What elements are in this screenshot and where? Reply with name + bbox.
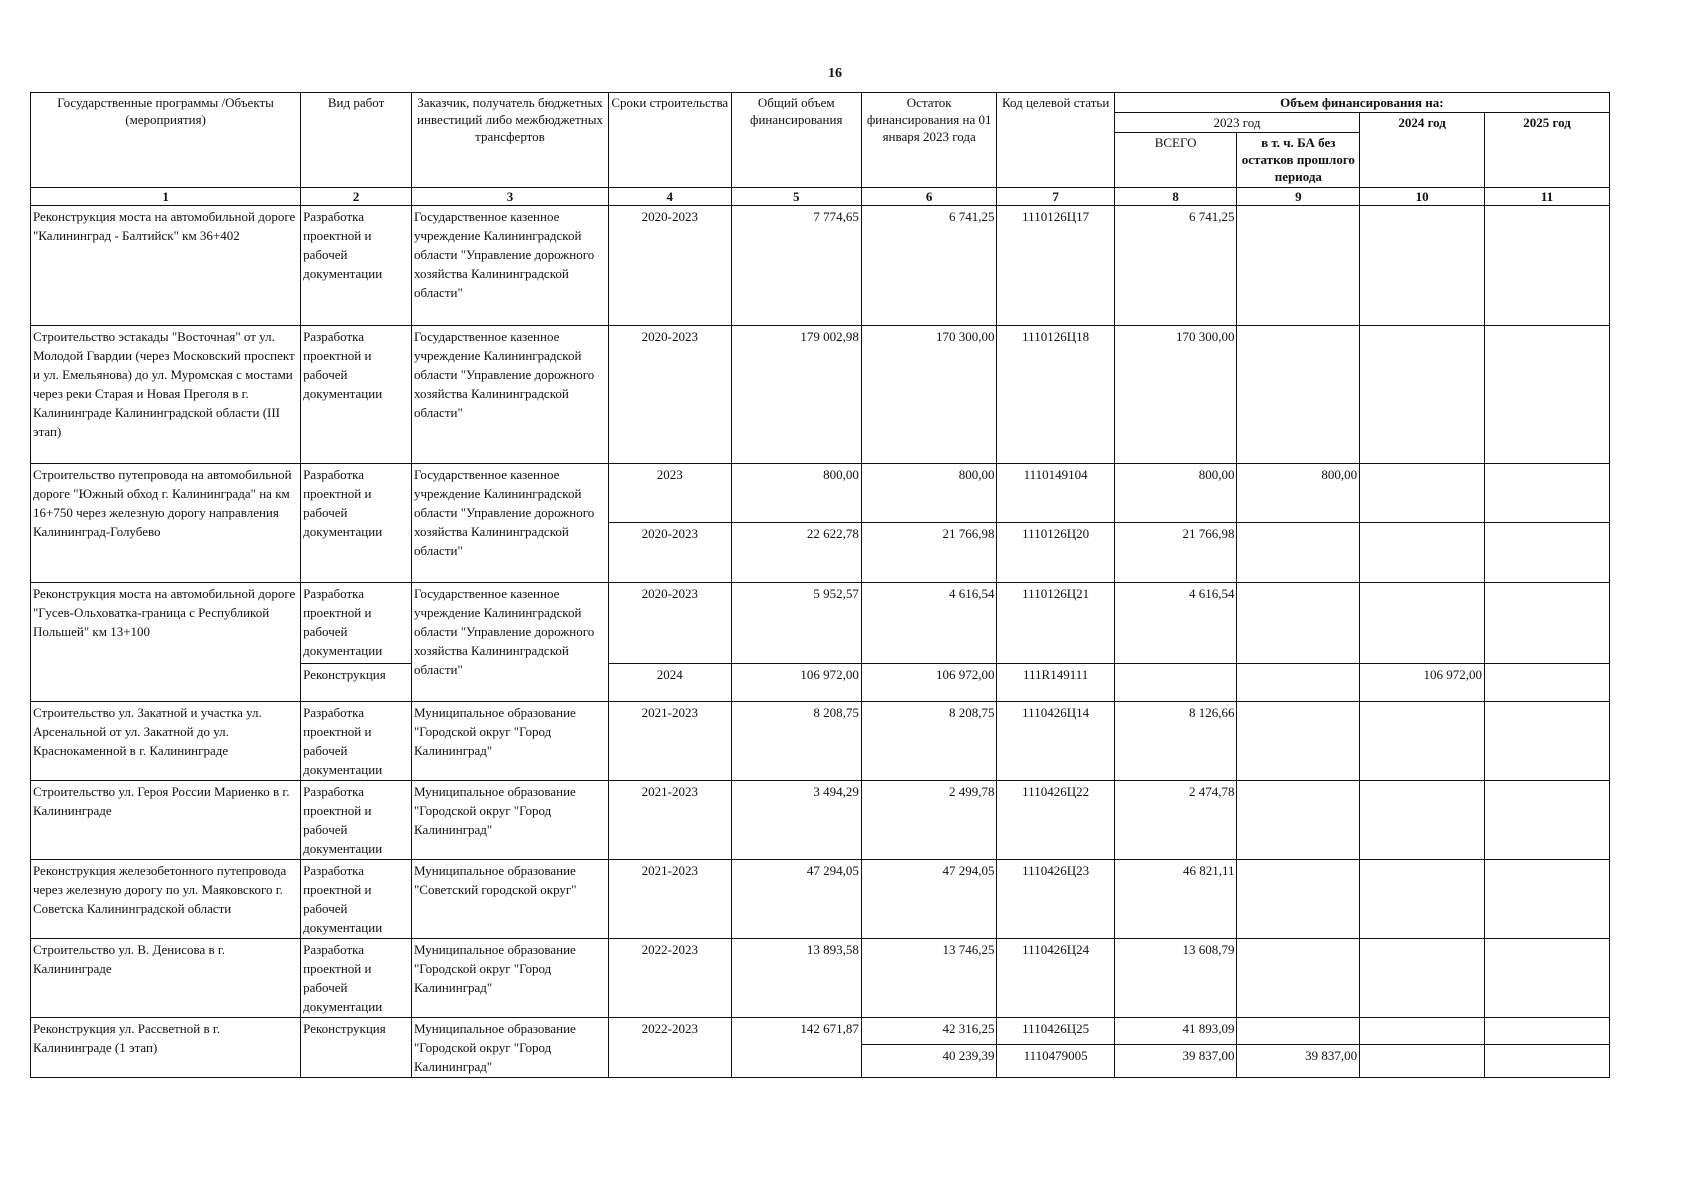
remaining-financing: 21 766,98	[861, 523, 997, 583]
remaining-financing: 800,00	[861, 464, 997, 523]
customer: Государственное казенное учреждение Калининградской области "Управление дорожного хозяйства Калининградской области"	[412, 326, 609, 464]
financing-2023-total: 39 837,00	[1114, 1044, 1237, 1077]
target-code: 1110126Ц18	[997, 326, 1114, 464]
work-type: Разработка проектной и рабочей документации	[301, 206, 412, 326]
financing-2025	[1485, 702, 1610, 781]
total-financing: 142 671,87	[731, 1018, 861, 1078]
column-number: 11	[1485, 188, 1610, 206]
term: 2021-2023	[608, 781, 731, 860]
financing-2023-ba	[1237, 326, 1360, 464]
financing-2023-ba: 39 837,00	[1237, 1044, 1360, 1077]
financing-2025	[1485, 523, 1610, 583]
total-financing: 47 294,05	[731, 860, 861, 939]
total-financing: 106 972,00	[731, 664, 861, 702]
term: 2023	[608, 464, 731, 523]
table-row	[31, 464, 1610, 523]
target-code: 1110426Ц14	[997, 702, 1114, 781]
customer: Государственное казенное учреждение Калининградской области "Управление дорожного хозяйства Калининградской области"	[412, 206, 609, 326]
header-programs: Государственные программы /Объекты (мероприятия)	[31, 93, 301, 188]
target-code: 1110149104	[997, 464, 1114, 523]
financing-2024	[1360, 523, 1485, 583]
table-row	[31, 860, 1610, 939]
target-code: 1110426Ц25	[997, 1018, 1114, 1045]
table-row	[31, 702, 1610, 781]
column-number: 7	[997, 188, 1114, 206]
customer: Муниципальное образование "Городской округ "Город Калининград"	[412, 939, 609, 1018]
header-incl-ba: в т. ч. БА без остатков прошлого периода	[1237, 133, 1360, 188]
term: 2024	[608, 664, 731, 702]
financing-2023-total: 41 893,09	[1114, 1018, 1237, 1045]
remaining-financing: 4 616,54	[861, 583, 997, 664]
financing-2023-total: 800,00	[1114, 464, 1237, 523]
financing-2025	[1485, 1044, 1610, 1077]
financing-2024	[1360, 781, 1485, 860]
column-number: 6	[861, 188, 997, 206]
financing-2024	[1360, 1018, 1485, 1045]
financing-2023-ba	[1237, 583, 1360, 664]
column-number: 4	[608, 188, 731, 206]
financing-2024	[1360, 206, 1485, 326]
total-financing: 3 494,29	[731, 781, 861, 860]
total-financing: 13 893,58	[731, 939, 861, 1018]
page-number: 16	[828, 66, 842, 81]
financing-2023-ba	[1237, 702, 1360, 781]
financing-2024	[1360, 326, 1485, 464]
remaining-financing: 106 972,00	[861, 664, 997, 702]
work-type: Разработка проектной и рабочей документации	[301, 781, 412, 860]
column-number: 10	[1360, 188, 1485, 206]
target-code: 1110426Ц22	[997, 781, 1114, 860]
financing-2025	[1485, 939, 1610, 1018]
table-row	[31, 781, 1610, 860]
object-name: Реконструкция моста на автомобильной дороге "Гусев-Ольховатка-граница с Республикой Польшей" км 13+100	[31, 583, 301, 702]
customer: Муниципальное образование "Городской округ "Город Калининград"	[412, 781, 609, 860]
header-total: ВСЕГО	[1114, 133, 1237, 188]
target-code: 1110479005	[997, 1044, 1114, 1077]
financing-2024: 106 972,00	[1360, 664, 1485, 702]
customer: Государственное казенное учреждение Калининградской области "Управление дорожного хозяйства Калининградской области"	[412, 464, 609, 583]
financing-2024	[1360, 583, 1485, 664]
object-name: Строительство ул. Закатной и участка ул. Арсенальной от ул. Закатной до ул. Краснокаменной в г. Калининграде	[31, 702, 301, 781]
work-type: Разработка проектной и рабочей документации	[301, 860, 412, 939]
financing-2025	[1485, 206, 1610, 326]
header-remaining-financing: Остаток финансирования на 01 января 2023 года	[861, 93, 997, 188]
column-number: 8	[1114, 188, 1237, 206]
term: 2020-2023	[608, 523, 731, 583]
total-financing: 5 952,57	[731, 583, 861, 664]
header-financing-volume: Объем финансирования на:	[1114, 93, 1609, 113]
financing-2023-ba	[1237, 860, 1360, 939]
header-customer: Заказчик, получатель бюджетных инвестиций либо межбюджетных трансфертов	[412, 93, 609, 188]
customer: Муниципальное образование "Городской округ "Город Калининград"	[412, 702, 609, 781]
financing-2025	[1485, 664, 1610, 702]
financing-2023-ba	[1237, 664, 1360, 702]
header-terms: Сроки строительства	[608, 93, 731, 188]
financing-2023-total: 21 766,98	[1114, 523, 1237, 583]
term: 2021-2023	[608, 860, 731, 939]
total-financing: 800,00	[731, 464, 861, 523]
financing-2023-ba: 800,00	[1237, 464, 1360, 523]
target-code: 1110126Ц20	[997, 523, 1114, 583]
target-code: 1110126Ц17	[997, 206, 1114, 326]
total-financing: 8 208,75	[731, 702, 861, 781]
term: 2020-2023	[608, 326, 731, 464]
total-financing: 7 774,65	[731, 206, 861, 326]
financing-2023-total: 2 474,78	[1114, 781, 1237, 860]
remaining-financing: 6 741,25	[861, 206, 997, 326]
target-code: 1110426Ц23	[997, 860, 1114, 939]
financing-2023-total: 13 608,79	[1114, 939, 1237, 1018]
financing-2024	[1360, 1044, 1485, 1077]
column-number: 9	[1237, 188, 1360, 206]
object-name: Строительство ул. Героя России Мариенко в г. Калининграде	[31, 781, 301, 860]
financing-2024	[1360, 702, 1485, 781]
column-number: 2	[301, 188, 412, 206]
target-code: 1110426Ц24	[997, 939, 1114, 1018]
work-type: Разработка проектной и рабочей документации	[301, 464, 412, 583]
term: 2020-2023	[608, 583, 731, 664]
financing-2025	[1485, 1018, 1610, 1045]
target-code: 111R149111	[997, 664, 1114, 702]
header-year-2025: 2025 год	[1485, 113, 1610, 188]
table-row	[31, 939, 1610, 1018]
financing-2024	[1360, 939, 1485, 1018]
table-row	[31, 326, 1610, 464]
financing-2023-total: 170 300,00	[1114, 326, 1237, 464]
financing-2025	[1485, 860, 1610, 939]
object-name: Строительство путепровода на автомобильной дороге "Южный обход г. Калининграда" на км 16+750 через железную дорогу направления Калининград-Голубево	[31, 464, 301, 583]
remaining-financing: 40 239,39	[861, 1044, 997, 1077]
remaining-financing: 2 499,78	[861, 781, 997, 860]
column-number: 3	[412, 188, 609, 206]
column-number: 5	[731, 188, 861, 206]
financing-2023-total: 6 741,25	[1114, 206, 1237, 326]
object-name: Строительство эстакады "Восточная" от ул. Молодой Гвардии (через Московский проспект и ул. Емельянова) до ул. Муромская с мостами через реки Старая и Новая Преголя в г. Калининграде Калининградской области (III этап)	[31, 326, 301, 464]
total-financing: 22 622,78	[731, 523, 861, 583]
financing-2023-total	[1114, 664, 1237, 702]
term: 2020-2023	[608, 206, 731, 326]
financing-2023-ba	[1237, 206, 1360, 326]
financing-2025	[1485, 583, 1610, 664]
term: 2022-2023	[608, 1018, 731, 1078]
work-type: Разработка проектной и рабочей документации	[301, 583, 412, 664]
header-year-2024: 2024 год	[1360, 113, 1485, 188]
object-name: Реконструкция ул. Рассветной в г. Калининграде (1 этап)	[31, 1018, 301, 1078]
table-row	[31, 1018, 1610, 1045]
header-year-2023: 2023 год	[1114, 113, 1359, 133]
customer: Муниципальное образование "Советский городской округ"	[412, 860, 609, 939]
object-name: Реконструкция моста на автомобильной дороге "Калининград - Балтийск" км 36+402	[31, 206, 301, 326]
customer: Государственное казенное учреждение Калининградской области "Управление дорожного хозяйства Калининградской области"	[412, 583, 609, 702]
financing-2023-total: 4 616,54	[1114, 583, 1237, 664]
work-type: Реконструкция	[301, 664, 412, 702]
header-total-financing: Общий объем финансирования	[731, 93, 861, 188]
financing-2025	[1485, 326, 1610, 464]
remaining-financing: 47 294,05	[861, 860, 997, 939]
table-row	[31, 206, 1610, 326]
financing-2025	[1485, 781, 1610, 860]
remaining-financing: 13 746,25	[861, 939, 997, 1018]
financing-2023-ba	[1237, 781, 1360, 860]
financing-2025	[1485, 464, 1610, 523]
work-type: Разработка проектной и рабочей документации	[301, 702, 412, 781]
header-work-type: Вид работ	[301, 93, 412, 188]
financing-2023-ba	[1237, 1018, 1360, 1045]
work-type: Реконструкция	[301, 1018, 412, 1078]
work-type: Разработка проектной и рабочей документации	[301, 326, 412, 464]
financing-table	[30, 92, 1610, 1078]
column-number: 1	[31, 188, 301, 206]
customer: Муниципальное образование "Городской округ "Город Калининград"	[412, 1018, 609, 1078]
total-financing: 179 002,98	[731, 326, 861, 464]
work-type: Разработка проектной и рабочей документации	[301, 939, 412, 1018]
target-code: 1110126Ц21	[997, 583, 1114, 664]
financing-2023-ba	[1237, 939, 1360, 1018]
term: 2022-2023	[608, 939, 731, 1018]
term: 2021-2023	[608, 702, 731, 781]
remaining-financing: 42 316,25	[861, 1018, 997, 1045]
remaining-financing: 170 300,00	[861, 326, 997, 464]
financing-2024	[1360, 464, 1485, 523]
financing-2023-total: 46 821,11	[1114, 860, 1237, 939]
table-row	[31, 583, 1610, 664]
object-name: Строительство ул. В. Денисова в г. Калининграде	[31, 939, 301, 1018]
header-target-code: Код целевой статьи	[997, 93, 1114, 188]
financing-2023-ba	[1237, 523, 1360, 583]
object-name: Реконструкция железобетонного путепровода через железную дорогу по ул. Маяковского г. Советска Калининградской области	[31, 860, 301, 939]
financing-2023-total: 8 126,66	[1114, 702, 1237, 781]
financing-2024	[1360, 860, 1485, 939]
remaining-financing: 8 208,75	[861, 702, 997, 781]
